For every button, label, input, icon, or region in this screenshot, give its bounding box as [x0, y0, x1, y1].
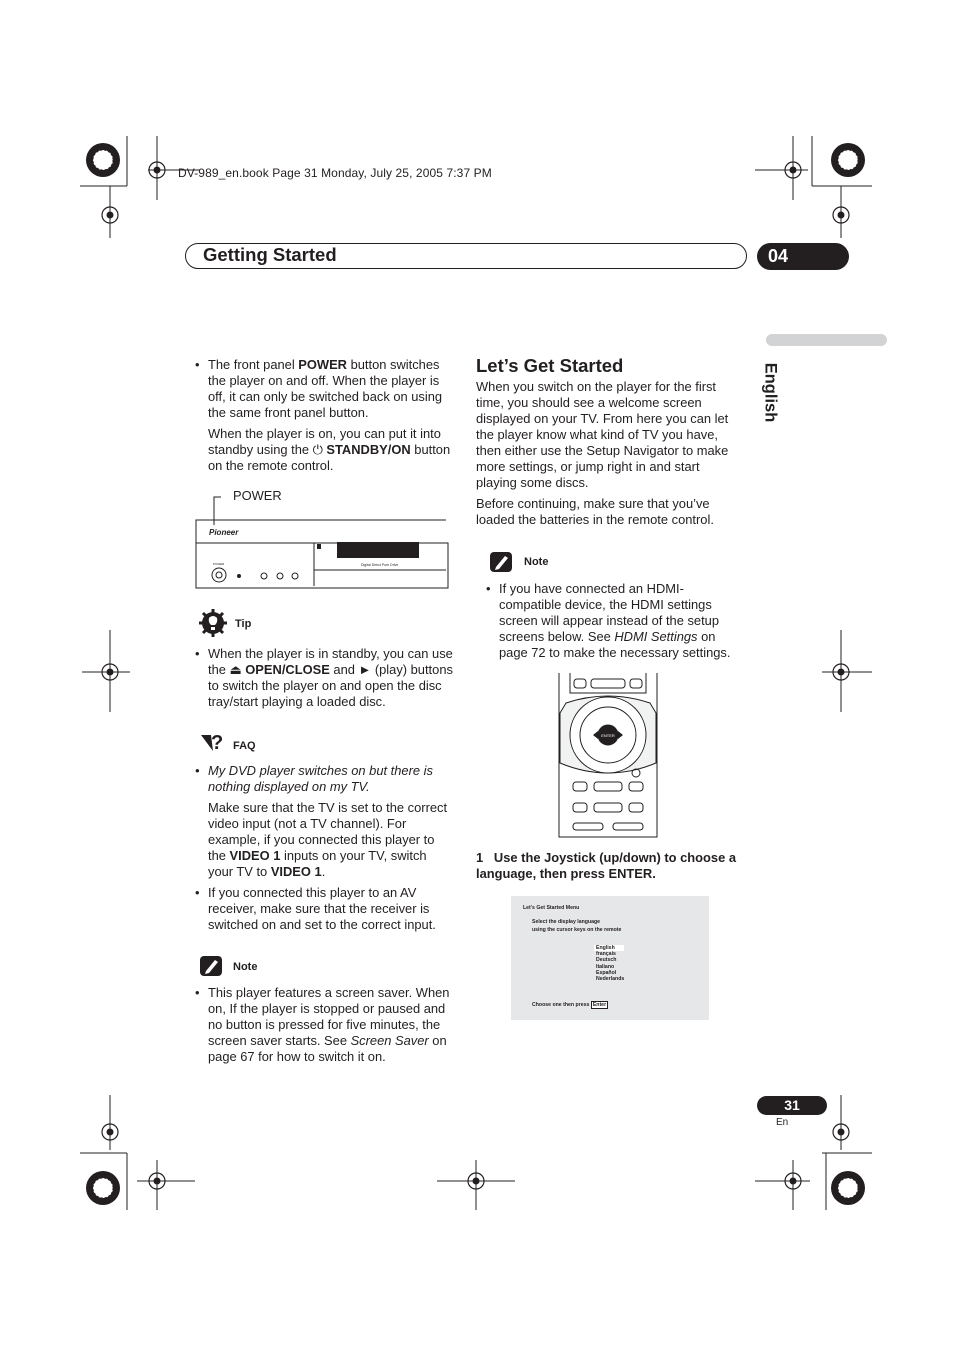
menu-title: Let’s Get Started Menu [523, 905, 580, 911]
remote-control-illustration [556, 673, 662, 839]
standby-paragraph: When the player is on, you can put it into standby using the ⏻ STANDBY/ON button on the remote control. [208, 426, 451, 473]
page-language: En [776, 1117, 789, 1128]
panel-caption: Digital Direct Pure Drive [361, 563, 399, 567]
note-label-right: Note [524, 556, 549, 568]
remote-enter-label: ENTER [601, 733, 615, 738]
faq-question: • My DVD player switches on but there is nothing displayed on my TV. [208, 763, 454, 795]
play-icon: ► [358, 662, 375, 677]
note-icon [489, 550, 515, 574]
menu-footer: Choose one then press Enter [532, 1002, 607, 1008]
note-icon [199, 954, 225, 978]
lets-get-started-heading: Let’s Get Started [476, 355, 624, 376]
setup-menu-screen [511, 896, 709, 1020]
language-option[interactable]: français [596, 951, 616, 958]
power-callout-label: POWER [233, 488, 282, 503]
language-label: English [761, 362, 780, 423]
panel-power-text: POWER [213, 562, 225, 566]
faq-label: FAQ [233, 740, 256, 752]
language-option-selected[interactable]: English [594, 945, 624, 951]
step-1: 1 Use the Joystick (up/down) to choose a language, then press ENTER. [476, 850, 737, 881]
note-label: Note [233, 961, 258, 973]
batteries-paragraph: Before continuing, make sure that you’ve loaded the batteries in the remote control. [476, 496, 714, 527]
menu-instruction-2: using the cursor keys on the remote [532, 927, 622, 933]
brand-logo: Pioneer [209, 528, 239, 537]
language-option[interactable]: Nederlands [596, 976, 625, 983]
language-tab [766, 334, 887, 346]
chapter-number: 04 [757, 243, 849, 270]
language-option[interactable]: Italiano [596, 963, 615, 970]
faq-icon [199, 731, 229, 755]
language-list [596, 945, 624, 982]
intro-paragraph: When you switch on the player for the first time, you should see a welcome screen displayed on your TV. From here you can let the player know what kind of TV you have, then either use the Setup Navigator to make more settings, or jump right in and start playing some discs. [476, 379, 729, 490]
section-header-title: Getting Started [203, 244, 337, 265]
file-info: DV-989_en.book Page 31 Monday, July 25, 2005 7:37 PM [178, 166, 492, 180]
faq-answer: Make sure that the TV is set to the correct video input (not a TV channel). For example, if you connected this player to the VIDEO 1 inputs on your TV, switch your TV to VIDEO 1. [208, 800, 448, 879]
standby-icon: ⏻ [312, 442, 327, 457]
note-bullet-hdmi: • If you have connected an HDMI-compatible device, the HDMI settings screen will appear instead of the setup screens below. See HDMI Settings on page 72 to make the necessary settings. [499, 581, 741, 661]
tip-label: Tip [235, 618, 252, 630]
tip-bullet: • When the player is in standby, you can use the ⏏ OPEN/CLOSE and ► (play) buttons to switch the player on and open the disc tray/start playing a loaded disc. [208, 646, 454, 710]
power-bullet: • The front panel POWER button switches the player on and off. When the player is off, it can only be switched back on using the same front panel button. [208, 357, 454, 421]
enter-key[interactable]: Enter [592, 1002, 607, 1008]
note-bullet-screen-saver: • This player features a screen saver. When on, If the player is stopped or paused and no button is pressed for five minutes, the screen saver starts. See Screen Saver on page 67 for how to switch it on. [208, 985, 454, 1065]
faq-bullet-av-receiver: • If you connected this player to an AV receiver, make sure that the receiver is switched on and set to the correct input. [208, 885, 454, 933]
tip-icon [199, 609, 229, 639]
language-option[interactable]: Deutsch [596, 957, 617, 964]
dvd-player-front-panel [194, 490, 450, 590]
page-number: 31 [757, 1096, 827, 1115]
menu-instruction-1: Select the display language [532, 919, 601, 925]
language-option[interactable]: Español [596, 969, 617, 976]
svg-text:?: ? [211, 732, 224, 754]
eject-icon: ⏏ [229, 662, 246, 677]
